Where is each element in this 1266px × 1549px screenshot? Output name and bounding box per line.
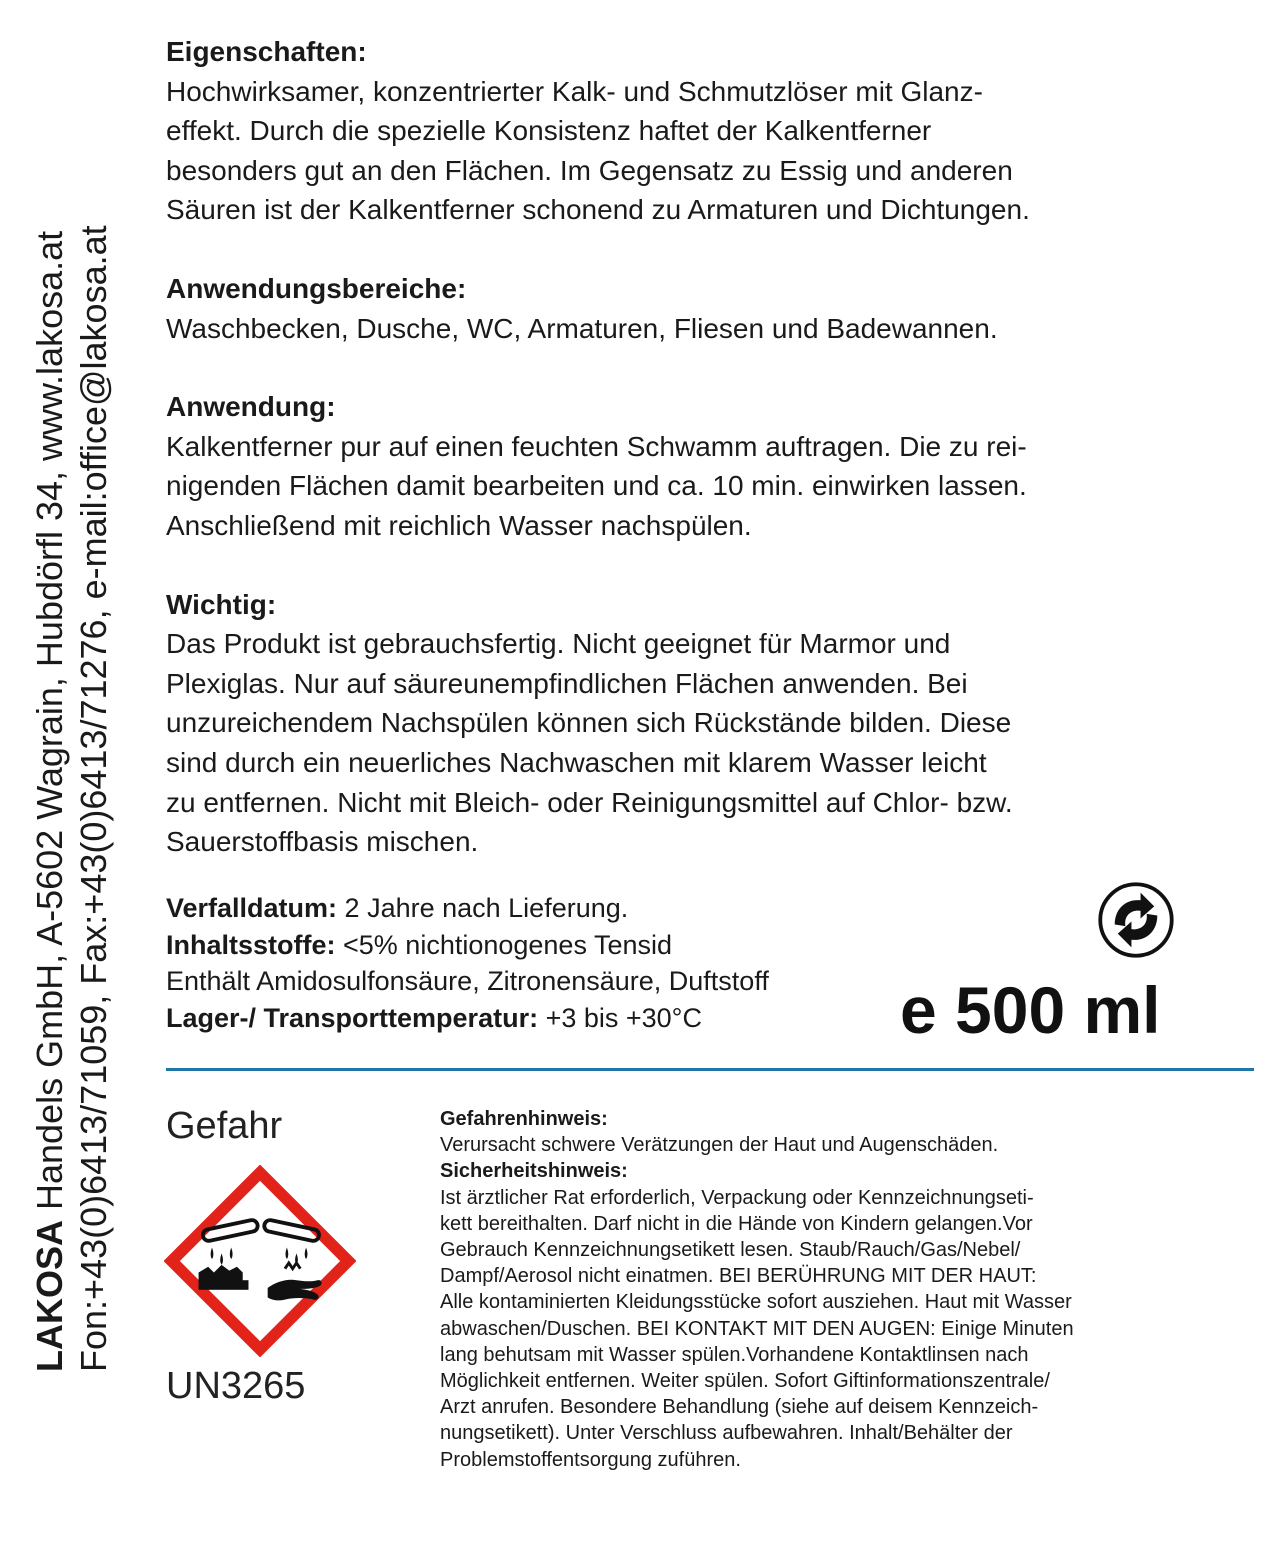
section-line: Hochwirksamer, konzentrierter Kalk- und Schmutzlöser mit Glanz- [166, 75, 983, 107]
section-line: Anschließend mit reichlich Wasser nachspülen. [166, 509, 752, 541]
green-dot-recycling-icon [1098, 882, 1174, 958]
safety-line: lang behutsam mit Wasser spülen.Vorhandene Kontaktlinsen nach [440, 1343, 1029, 1366]
product-description [166, 32, 1176, 901]
safety-heading: Sicherheitshinweis: [440, 1160, 628, 1183]
section-line: Waschbecken, Dusche, WC, Armaturen, Fliesen und Badewannen. [166, 312, 998, 344]
expiry-label: Verfalldatum: [166, 893, 338, 923]
section-heading: Wichtig: [166, 588, 277, 620]
brand-name: LAKOSA [29, 1220, 70, 1372]
safety-line: kett bereithalten. Darf nicht in die Hände von Kindern gelangen.Vor [440, 1212, 1033, 1235]
section-line: sind durch ein neuerliches Nachwaschen mit klarem Wasser leicht [166, 746, 987, 778]
storage-label: Lager-/ Transporttemperatur: [166, 1002, 539, 1033]
ingredients-value: <5% nichtionogenes Tensid [335, 929, 673, 960]
section-heading: Eigenschaften: [166, 36, 367, 67]
section-wichtig [166, 585, 1176, 862]
ingredients-label: Inhaltsstoffe: [166, 929, 336, 960]
safety-line: Arzt anrufen. Besondere Behandlung (siehe auf deisem Kennzeich- [440, 1396, 1039, 1419]
section-line: effekt. Durch die spezielle Konsistenz haftet der Kalkentferner [166, 115, 932, 147]
company-info [28, 142, 116, 1372]
section-line: unzureichendem Nachspülen können sich Rückstände bilden. Diese [166, 707, 1012, 739]
hazard-heading: Gefahrenhinweis: [440, 1108, 608, 1130]
section-heading: Anwendung: [166, 391, 336, 423]
hazard-statements [440, 1106, 1200, 1473]
section-anwendung [166, 387, 1176, 545]
storage-row [166, 1000, 769, 1037]
divider [166, 1068, 1254, 1071]
section-line: besonders gut an den Flächen. Im Gegensatz zu Essig und anderen [166, 154, 1013, 186]
safety-line: nungsetikett). Unter Verschluss aufbewahren. Inhalt/Behälter der [440, 1422, 1013, 1445]
contains-row: Enthält Amidosulfonsäure, Zitronensäure, Duftstoff [166, 966, 769, 996]
ingredients-row [166, 927, 769, 964]
safety-line: Alle kontaminierten Kleidungsstücke sofort ausziehen. Haut mit Wasser [440, 1291, 1072, 1314]
hazard-text: Verursacht schwere Verätzungen der Haut und Augenschäden. [440, 1134, 999, 1157]
section-line: Kalkentferner pur auf einen feuchten Schwamm auftragen. Die zu rei- [166, 430, 1027, 462]
company-contact-line: Fon:+43(0)6413/71059, Fax:+43(0)6413/71276, e-mail:office@lakosa.at [73, 225, 114, 1372]
safety-line: Dampf/Aerosol nicht einatmen. BEI BERÜHRUNG MIT DER HAUT: [440, 1265, 1037, 1288]
safety-line: Problemstoffentsorgung zuführen. [440, 1448, 741, 1471]
section-line: Das Produkt ist gebrauchsfertig. Nicht geeignet für Marmor und [166, 628, 951, 660]
section-line: Säuren ist der Kalkentferner schonend zu Armaturen und Dichtungen. [166, 194, 1030, 226]
signal-word: Gefahr [166, 1105, 283, 1147]
expiry-row [166, 890, 769, 927]
section-line: zu entfernen. Nicht mit Bleich- oder Reinigungsmittel auf Chlor- bzw. [166, 786, 1013, 818]
expiry-value: 2 Jahre nach Lieferung. [337, 893, 629, 923]
safety-line: Möglichkeit entfernen. Weiter spülen. Sofort Giftinformationszentrale/ [440, 1370, 1050, 1393]
section-anwendungsbereiche [166, 269, 1176, 348]
section-line: Plexiglas. Nur auf säureunempfindlichen Flächen anwenden. Bei [166, 667, 968, 699]
ghs05-corrosive-icon [164, 1165, 356, 1357]
safety-line: Ist ärztlicher Rat erforderlich, Verpackung oder Kennzeichnungseti- [440, 1186, 1034, 1209]
storage-value: +3 bis +30°C [538, 1002, 702, 1033]
company-address: Handels GmbH, A-5602 Wagrain, Hubdörfl 34, www.lakosa.at [29, 230, 70, 1220]
section-heading: Anwendungsbereiche: [166, 272, 467, 304]
un-number: UN3265 [166, 1365, 306, 1407]
section-line: Sauerstoffbasis mischen. [166, 826, 479, 858]
safety-line: abwaschen/Duschen. BEI KONTAKT MIT DEN AUGEN: Einige Minuten [440, 1317, 1074, 1340]
company-address-line [28, 142, 72, 1372]
product-specs [166, 890, 769, 1036]
section-line: nigenden Flächen damit bearbeiten und ca. 10 min. einwirken lassen. [166, 470, 1027, 502]
volume-label: e 500 ml [900, 973, 1161, 1047]
safety-line: Gebrauch Kennzeichnungsetikett lesen. Staub/Rauch/Gas/Nebel/ [440, 1239, 1021, 1262]
section-eigenschaften [166, 32, 1176, 230]
